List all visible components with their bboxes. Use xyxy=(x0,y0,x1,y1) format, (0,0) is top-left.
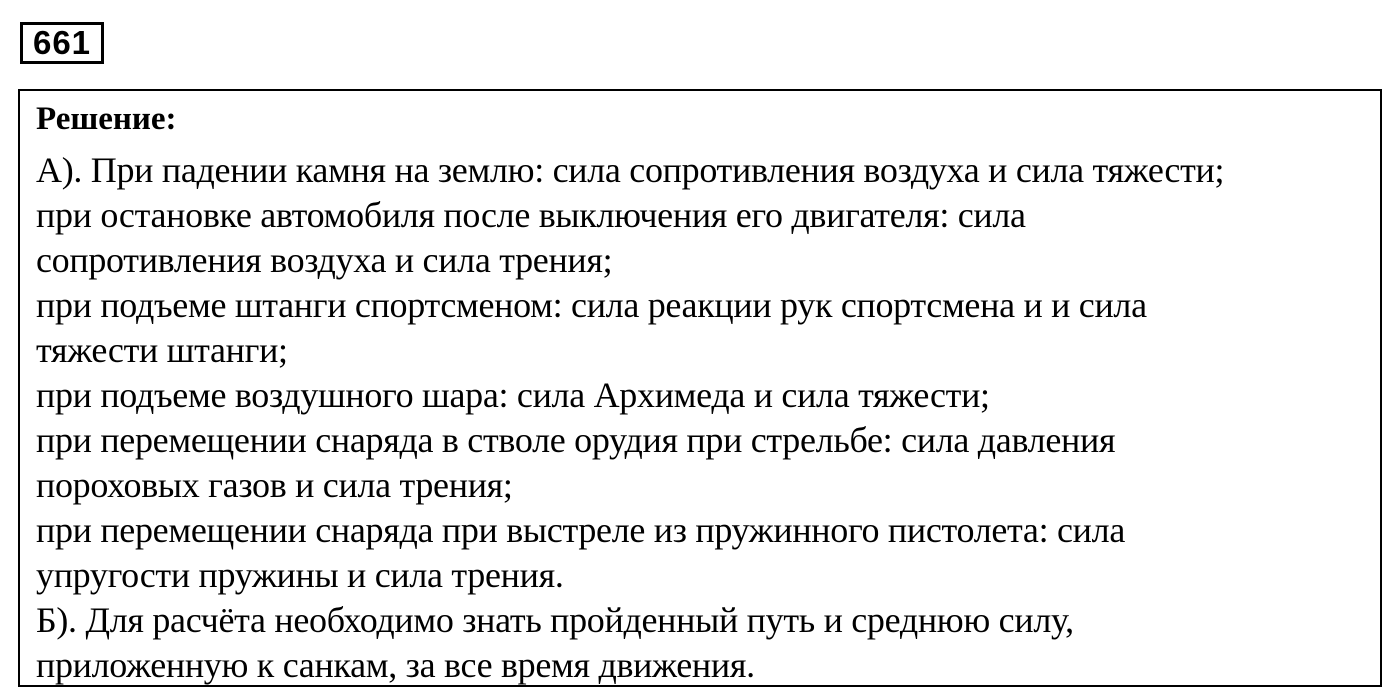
solution-line: упругости пружины и сила трения. xyxy=(36,555,564,595)
solution-line: при подъеме воздушного шара: сила Архимеда и сила тяжести; xyxy=(36,375,990,415)
solution-line: А). При падении камня на землю: сила сопротивления воздуха и сила тяжести; xyxy=(36,150,1225,190)
solution-heading: Решение: xyxy=(36,101,177,137)
solution-line: при перемещении снаряда в стволе орудия при стрельбе: сила давления xyxy=(36,420,1116,460)
solution-line: приложенную к санкам, за все время движения. xyxy=(36,645,755,685)
solution-line: при перемещении снаряда при выстреле из пружинного пистолета: сила xyxy=(36,510,1125,550)
solution-line: Б). Для расчёта необходимо знать пройденный путь и среднюю силу, xyxy=(36,600,1074,640)
solution-body xyxy=(36,148,1376,688)
solution-line: пороховых газов и сила трения; xyxy=(36,465,513,505)
solution-line: сопротивления воздуха и сила трения; xyxy=(36,240,613,280)
solution-line: при остановке автомобиля после выключения его двигателя: сила xyxy=(36,195,1026,235)
solution-line: тяжести штанги; xyxy=(36,330,288,370)
solution-box xyxy=(18,89,1382,687)
solution-line: при подъеме штанги спортсменом: сила реакции рук спортсмена и и сила xyxy=(36,285,1147,325)
problem-number: 661 xyxy=(20,22,104,64)
